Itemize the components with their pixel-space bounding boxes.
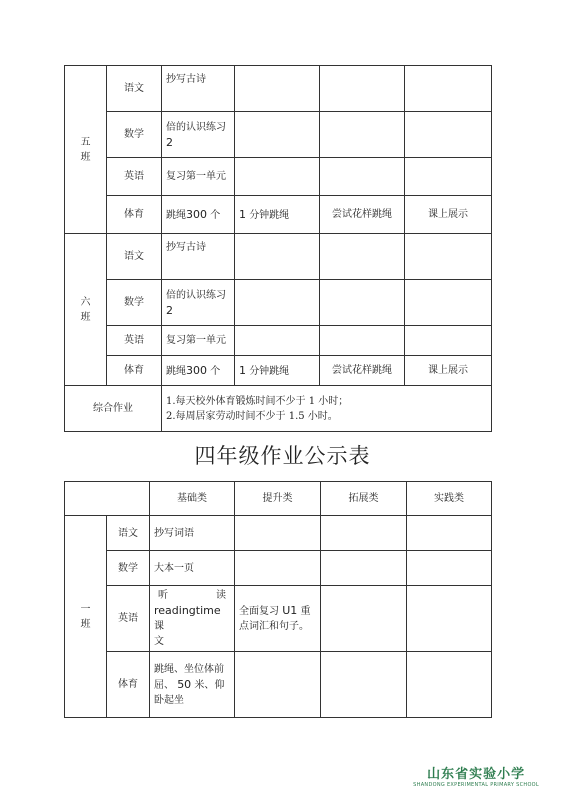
basic-cell: 跳绳300 个	[162, 356, 235, 386]
subject-cell: 语文	[107, 516, 150, 551]
school-logo-english: SHANDONG EXPERIMENTAL PRIMARY SCHOOL	[413, 782, 539, 788]
table-row	[65, 326, 492, 356]
practice-cell	[407, 586, 492, 652]
header-practice: 实践类	[407, 482, 492, 516]
improve-cell: 1 分钟跳绳	[235, 196, 320, 234]
subject-cell: 英语	[107, 586, 150, 652]
table-row	[65, 652, 492, 718]
practice-cell	[405, 66, 492, 112]
summary-item: 1.每天校外体育锻炼时间不少于 1 小时；	[166, 395, 349, 407]
summary-item: 2.每周居家劳动时间不少于 1.5 小时。	[166, 410, 338, 422]
table-row	[65, 356, 492, 386]
improve-cell	[235, 234, 320, 280]
practice-cell	[405, 112, 492, 158]
table-row	[65, 386, 492, 432]
practice-cell	[407, 516, 492, 551]
practice-cell	[407, 551, 492, 586]
basic-cell: 跳绳、坐位体前 屈、 50 米、仰 卧起坐	[150, 652, 235, 718]
class-cell-1: 一 班	[65, 516, 107, 718]
extend-cell	[320, 326, 405, 356]
basic-cell: 复习第一单元	[162, 158, 235, 196]
corner-cell	[65, 482, 150, 516]
practice-cell: 课上展示	[405, 356, 492, 386]
improve-cell: 全面复习 U1 重 点词汇和句子。	[235, 586, 321, 652]
class-cell-6: 六 班	[65, 234, 107, 386]
practice-cell	[405, 326, 492, 356]
practice-cell	[405, 280, 492, 326]
extend-cell	[320, 158, 405, 196]
improve-cell	[235, 652, 321, 718]
table-row	[65, 234, 492, 280]
extend-cell	[320, 112, 405, 158]
basic-cell: 抄写古诗	[162, 66, 235, 112]
basic-cell: 复习第一单元	[162, 326, 235, 356]
practice-cell	[407, 652, 492, 718]
basic-cell: 跳绳300 个	[162, 196, 235, 234]
page-title: 四年级作业公示表	[194, 444, 371, 468]
extend-cell	[321, 586, 407, 652]
basic-cell: 倍的认识练习 2	[162, 280, 235, 326]
subject-cell: 数学	[107, 112, 162, 158]
practice-cell: 课上展示	[405, 196, 492, 234]
subject-cell: 体育	[107, 652, 150, 718]
subject-cell: 数学	[107, 551, 150, 586]
header-row	[65, 482, 492, 516]
extend-cell: 尝试花样跳绳	[320, 196, 405, 234]
school-logo	[413, 763, 539, 788]
subject-cell: 英语	[107, 158, 162, 196]
table-row	[65, 280, 492, 326]
homework-table-upper	[64, 65, 492, 432]
header-improve: 提升类	[235, 482, 321, 516]
extend-cell	[320, 234, 405, 280]
homework-table-grade4	[64, 481, 492, 718]
table-row	[65, 551, 492, 586]
basic-cell: 抄写词语	[150, 516, 235, 551]
improve-cell	[235, 112, 320, 158]
summary-label: 综合作业	[65, 386, 162, 432]
extend-cell	[320, 66, 405, 112]
practice-cell	[405, 234, 492, 280]
basic-cell: 抄写古诗	[162, 234, 235, 280]
table-row	[65, 112, 492, 158]
improve-cell	[235, 516, 321, 551]
header-basic: 基础类	[150, 482, 235, 516]
school-logo-name: 山东省实验小学	[427, 767, 526, 782]
table-row	[65, 196, 492, 234]
improve-cell	[235, 326, 320, 356]
improve-cell	[235, 158, 320, 196]
header-extend: 拓展类	[321, 482, 407, 516]
table-row	[65, 158, 492, 196]
basic-cell: 听 读 readingtime 课 文	[150, 586, 235, 652]
subject-cell: 语文	[107, 234, 162, 280]
extend-cell	[320, 280, 405, 326]
extend-cell	[321, 516, 407, 551]
improve-cell	[235, 280, 320, 326]
summary-content	[162, 386, 492, 432]
basic-cell: 大本一页	[150, 551, 235, 586]
practice-cell	[405, 158, 492, 196]
basic-cell: 倍的认识练习 2	[162, 112, 235, 158]
improve-cell	[235, 66, 320, 112]
table-row	[65, 586, 492, 652]
subject-cell: 体育	[107, 196, 162, 234]
extend-cell: 尝试花样跳绳	[320, 356, 405, 386]
class-cell-5: 五 班	[65, 66, 107, 234]
table-row	[65, 516, 492, 551]
extend-cell	[321, 652, 407, 718]
subject-cell: 英语	[107, 326, 162, 356]
subject-cell: 体育	[107, 356, 162, 386]
improve-cell	[235, 551, 321, 586]
improve-cell: 1 分钟跳绳	[235, 356, 320, 386]
table-row	[65, 66, 492, 112]
subject-cell: 语文	[107, 66, 162, 112]
subject-cell: 数学	[107, 280, 162, 326]
extend-cell	[321, 551, 407, 586]
